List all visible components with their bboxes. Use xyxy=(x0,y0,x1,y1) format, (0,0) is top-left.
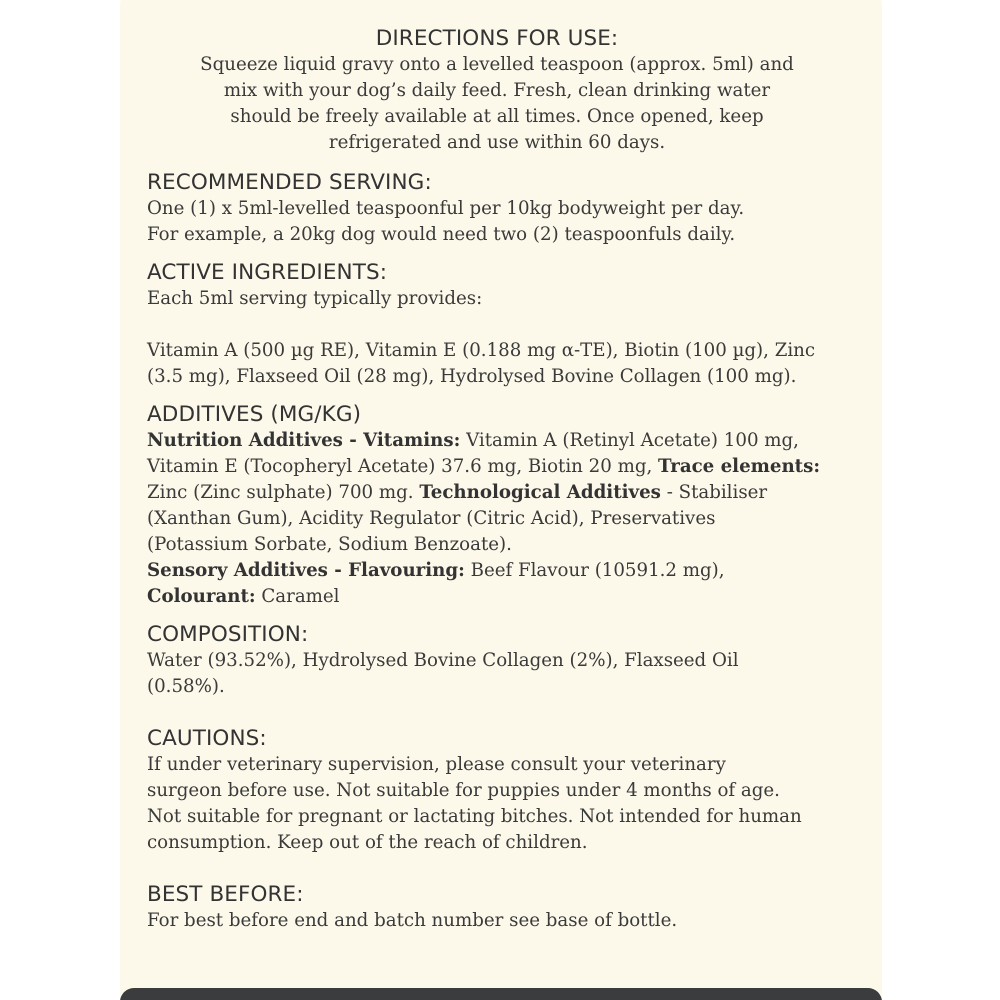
serving-heading: RECOMMENDED SERVING: xyxy=(147,170,432,195)
additives-section xyxy=(147,402,877,610)
best-before-heading: BEST BEFORE: xyxy=(147,882,304,907)
serving-section xyxy=(147,170,877,248)
additives-heading: ADDITIVES (MG/KG) xyxy=(147,402,362,427)
directions-section xyxy=(147,26,877,156)
cautions-text xyxy=(147,752,877,856)
directions-text xyxy=(147,52,847,156)
additives-line xyxy=(147,558,877,584)
serving-text xyxy=(147,196,877,248)
additives-value: - Stabiliser xyxy=(660,482,768,503)
composition-line: Water (93.52%), Hydrolysed Bovine Collagen (2%), Flaxseed Oil xyxy=(147,650,739,671)
active-ingredients-intro: Each 5ml serving typically provides: xyxy=(147,288,483,309)
additives-bold-label: Trace elements: xyxy=(658,456,821,477)
cautions-line: Not suitable for pregnant or lactating bitches. Not intended for human xyxy=(147,806,802,827)
additives-value: Caramel xyxy=(255,586,340,607)
composition-line: (0.58%). xyxy=(147,676,225,697)
directions-line: should be freely available at all times. Once opened, keep xyxy=(230,106,764,127)
additives-value: Beef Flavour (10591.2 mg), xyxy=(464,560,725,581)
cautions-line: surgeon before use. Not suitable for puppies under 4 months of age. xyxy=(147,780,780,801)
cautions-section xyxy=(147,726,877,856)
best-before-section xyxy=(147,882,877,934)
cautions-line: consumption. Keep out of the reach of children. xyxy=(147,832,588,853)
active-ingredients-list xyxy=(147,338,877,390)
additives-bold-label: Sensory Additives - Flavouring: xyxy=(147,560,465,581)
additives-value: Vitamin E (Tocopheryl Acetate) 37.6 mg, Biotin 20 mg, xyxy=(147,456,659,477)
additives-value: Vitamin A (Retinyl Acetate) 100 mg, xyxy=(460,430,799,451)
additives-line xyxy=(147,584,877,610)
composition-text xyxy=(147,648,877,700)
cautions-line: If under veterinary supervision, please consult your veterinary xyxy=(147,754,726,775)
composition-section xyxy=(147,622,877,700)
cautions-heading: CAUTIONS: xyxy=(147,726,267,751)
additives-line: (Potassium Sorbate, Sodium Benzoate). xyxy=(147,534,512,555)
active-ingredients-section xyxy=(147,260,877,390)
additives-bold-label: Nutrition Additives - Vitamins: xyxy=(147,430,461,451)
additives-text xyxy=(147,428,877,610)
directions-line: refrigerated and use within 60 days. xyxy=(328,132,666,153)
bottom-band xyxy=(120,988,882,1000)
composition-heading: COMPOSITION: xyxy=(147,622,309,647)
additives-line: (Xanthan Gum), Acidity Regulator (Citric Acid), Preservatives xyxy=(147,508,716,529)
additives-bold-label: Technological Additives xyxy=(419,482,661,503)
additives-value: Zinc (Zinc sulphate) 700 mg. xyxy=(147,482,420,503)
additives-line xyxy=(147,454,877,480)
additives-bold-label: Colourant: xyxy=(147,586,256,607)
directions-line: Squeeze liquid gravy onto a levelled teaspoon (approx. 5ml) and xyxy=(200,54,794,75)
active-ingredients-line: Vitamin A (500 µg RE), Vitamin E (0.188 mg α-TE), Biotin (100 µg), Zinc xyxy=(147,340,816,361)
serving-line: For example, a 20kg dog would need two (2) teaspoonfuls daily. xyxy=(147,224,736,245)
additives-line xyxy=(147,480,877,506)
active-ingredients-line: (3.5 mg), Flaxseed Oil (28 mg), Hydrolysed Bovine Collagen (100 mg). xyxy=(147,366,797,387)
best-before-text: For best before end and batch number see base of bottle. xyxy=(147,910,678,931)
directions-line: mix with your dog’s daily feed. Fresh, clean drinking water xyxy=(223,80,771,101)
additives-line xyxy=(147,428,877,454)
label-content xyxy=(147,26,877,934)
active-ingredients-heading: ACTIVE INGREDIENTS: xyxy=(147,260,388,285)
directions-heading: DIRECTIONS FOR USE: xyxy=(375,26,619,51)
serving-line: One (1) x 5ml-levelled teaspoonful per 10kg bodyweight per day. xyxy=(147,198,745,219)
